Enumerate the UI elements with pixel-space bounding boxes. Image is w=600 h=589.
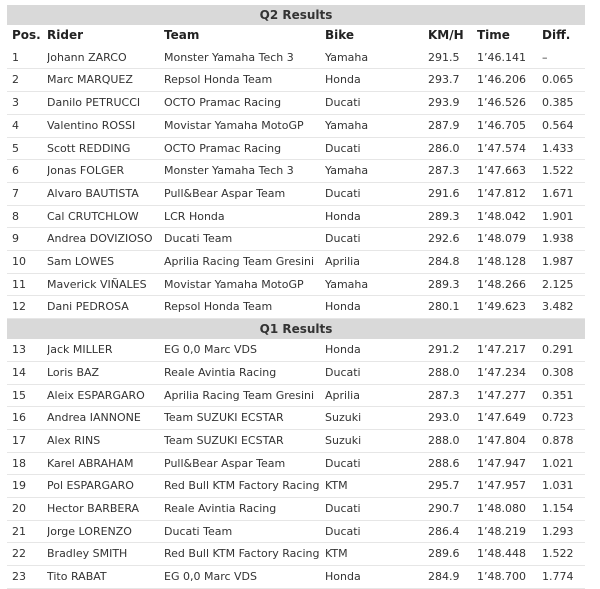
cell-diff: 1.522	[542, 160, 585, 183]
table-row	[7, 92, 585, 115]
cell-bike: Yamaha	[325, 160, 428, 183]
cell-pos: 5	[7, 137, 47, 160]
results-table-body	[7, 5, 585, 588]
cell-kmh: 291.5	[428, 47, 477, 69]
cell-bike: Ducati	[325, 520, 428, 543]
column-header-rider: Rider	[47, 28, 83, 42]
cell-kmh: 287.3	[428, 384, 477, 407]
cell-rider: Johann ZARCO	[47, 47, 164, 69]
cell-diff: 0.878	[542, 429, 585, 452]
cell-team: Pull&Bear Aspar Team	[164, 182, 325, 205]
cell-kmh: 289.3	[428, 205, 477, 228]
cell-team: Reale Avintia Racing	[164, 498, 325, 521]
table-row	[7, 475, 585, 498]
table-row	[7, 498, 585, 521]
cell-team: Monster Yamaha Tech 3	[164, 47, 325, 69]
cell-diff: 3.482	[542, 296, 585, 319]
cell-bike: Yamaha	[325, 47, 428, 69]
cell-bike: Ducati	[325, 92, 428, 115]
cell-rider: Bradley SMITH	[47, 543, 164, 566]
cell-team: OCTO Pramac Racing	[164, 92, 325, 115]
cell-bike: Ducati	[325, 137, 428, 160]
cell-diff: 1.938	[542, 228, 585, 251]
column-header-time: Time	[477, 28, 510, 42]
cell-team: Monster Yamaha Tech 3	[164, 160, 325, 183]
cell-pos: 21	[7, 520, 47, 543]
table-row	[7, 251, 585, 274]
cell-diff: 1.774	[542, 566, 585, 589]
cell-pos: 10	[7, 251, 47, 274]
cell-diff: 0.351	[542, 384, 585, 407]
cell-rider: Danilo PETRUCCI	[47, 92, 164, 115]
cell-time: 1’49.623	[477, 296, 542, 319]
table-row	[7, 361, 585, 384]
cell-rider: Karel ABRAHAM	[47, 452, 164, 475]
q1-section-header	[7, 319, 585, 340]
cell-diff: 1.671	[542, 182, 585, 205]
cell-bike: Ducati	[325, 498, 428, 521]
cell-time: 1’48.079	[477, 228, 542, 251]
cell-pos: 11	[7, 273, 47, 296]
cell-bike: Ducati	[325, 361, 428, 384]
cell-kmh: 291.6	[428, 182, 477, 205]
cell-kmh: 288.6	[428, 452, 477, 475]
table-row	[7, 296, 585, 319]
cell-pos: 2	[7, 69, 47, 92]
cell-kmh: 295.7	[428, 475, 477, 498]
cell-team: Pull&Bear Aspar Team	[164, 452, 325, 475]
table-row	[7, 160, 585, 183]
cell-bike: Aprilia	[325, 251, 428, 274]
cell-pos: 3	[7, 92, 47, 115]
cell-rider: Aleix ESPARGARO	[47, 384, 164, 407]
table-row	[7, 407, 585, 430]
table-row	[7, 114, 585, 137]
table-row	[7, 384, 585, 407]
cell-kmh: 280.1	[428, 296, 477, 319]
cell-diff: 1.031	[542, 475, 585, 498]
cell-rider: Cal CRUTCHLOW	[47, 205, 164, 228]
cell-bike: Honda	[325, 69, 428, 92]
cell-kmh: 287.9	[428, 114, 477, 137]
cell-team: Team SUZUKI ECSTAR	[164, 407, 325, 430]
cell-kmh: 284.9	[428, 566, 477, 589]
cell-rider: Andrea IANNONE	[47, 407, 164, 430]
cell-bike: Ducati	[325, 182, 428, 205]
cell-rider: Hector BARBERA	[47, 498, 164, 521]
column-header-pos: Pos.	[12, 28, 41, 42]
column-header-row	[7, 25, 585, 47]
cell-bike: Ducati	[325, 228, 428, 251]
cell-team: Movistar Yamaha MotoGP	[164, 273, 325, 296]
table-row	[7, 228, 585, 251]
cell-kmh: 284.8	[428, 251, 477, 274]
cell-pos: 19	[7, 475, 47, 498]
cell-kmh: 293.9	[428, 92, 477, 115]
cell-diff: 1.987	[542, 251, 585, 274]
cell-pos: 13	[7, 339, 47, 361]
cell-kmh: 291.2	[428, 339, 477, 361]
cell-rider: Valentino ROSSI	[47, 114, 164, 137]
cell-pos: 12	[7, 296, 47, 319]
cell-time: 1’47.649	[477, 407, 542, 430]
cell-team: Ducati Team	[164, 520, 325, 543]
cell-time: 1’47.812	[477, 182, 542, 205]
cell-diff: 0.385	[542, 92, 585, 115]
cell-bike: Aprilia	[325, 384, 428, 407]
cell-bike: Yamaha	[325, 114, 428, 137]
cell-pos: 7	[7, 182, 47, 205]
column-header-kmh: KM/H	[428, 28, 464, 42]
cell-team: EG 0,0 Marc VDS	[164, 339, 325, 361]
cell-pos: 14	[7, 361, 47, 384]
cell-rider: Pol ESPARGARO	[47, 475, 164, 498]
table-row	[7, 137, 585, 160]
cell-kmh: 293.0	[428, 407, 477, 430]
cell-pos: 18	[7, 452, 47, 475]
cell-diff: 1.293	[542, 520, 585, 543]
cell-rider: Loris BAZ	[47, 361, 164, 384]
q1-section-title: Q1 Results	[7, 319, 585, 340]
cell-pos: 23	[7, 566, 47, 589]
cell-time: 1’47.804	[477, 429, 542, 452]
cell-rider: Andrea DOVIZIOSO	[47, 228, 164, 251]
cell-diff: 2.125	[542, 273, 585, 296]
cell-diff: 1.901	[542, 205, 585, 228]
cell-time: 1’48.128	[477, 251, 542, 274]
cell-time: 1’46.705	[477, 114, 542, 137]
cell-time: 1’48.266	[477, 273, 542, 296]
cell-kmh: 288.0	[428, 361, 477, 384]
cell-time: 1’47.947	[477, 452, 542, 475]
cell-team: Aprilia Racing Team Gresini	[164, 251, 325, 274]
cell-kmh: 287.3	[428, 160, 477, 183]
cell-kmh: 289.6	[428, 543, 477, 566]
cell-bike: Ducati	[325, 452, 428, 475]
cell-team: Reale Avintia Racing	[164, 361, 325, 384]
table-row	[7, 273, 585, 296]
cell-diff: 1.021	[542, 452, 585, 475]
cell-time: 1’46.141	[477, 47, 542, 69]
table-row	[7, 182, 585, 205]
cell-pos: 8	[7, 205, 47, 228]
cell-team: Repsol Honda Team	[164, 69, 325, 92]
cell-bike: Yamaha	[325, 273, 428, 296]
cell-rider: Maverick VIÑALES	[47, 273, 164, 296]
cell-pos: 4	[7, 114, 47, 137]
cell-bike: Suzuki	[325, 429, 428, 452]
cell-bike: Honda	[325, 339, 428, 361]
cell-team: LCR Honda	[164, 205, 325, 228]
table-row	[7, 543, 585, 566]
cell-rider: Dani PEDROSA	[47, 296, 164, 319]
cell-time: 1’47.277	[477, 384, 542, 407]
cell-time: 1’48.700	[477, 566, 542, 589]
cell-team: Red Bull KTM Factory Racing	[164, 543, 325, 566]
cell-diff: 0.723	[542, 407, 585, 430]
table-row	[7, 69, 585, 92]
cell-rider: Marc MARQUEZ	[47, 69, 164, 92]
cell-pos: 20	[7, 498, 47, 521]
cell-rider: Alex RINS	[47, 429, 164, 452]
q2-section-title: Q2 Results	[7, 5, 585, 25]
cell-rider: Sam LOWES	[47, 251, 164, 274]
cell-rider: Jack MILLER	[47, 339, 164, 361]
cell-pos: 16	[7, 407, 47, 430]
cell-kmh: 286.0	[428, 137, 477, 160]
cell-diff: 0.564	[542, 114, 585, 137]
cell-time: 1’47.234	[477, 361, 542, 384]
cell-pos: 15	[7, 384, 47, 407]
cell-time: 1’46.206	[477, 69, 542, 92]
table-row	[7, 205, 585, 228]
cell-rider: Alvaro BAUTISTA	[47, 182, 164, 205]
cell-diff: 1.433	[542, 137, 585, 160]
cell-bike: KTM	[325, 475, 428, 498]
cell-diff: 0.065	[542, 69, 585, 92]
q2-section-header	[7, 5, 585, 25]
cell-kmh: 293.7	[428, 69, 477, 92]
cell-team: EG 0,0 Marc VDS	[164, 566, 325, 589]
column-header-team: Team	[164, 28, 200, 42]
cell-team: OCTO Pramac Racing	[164, 137, 325, 160]
cell-rider: Tito RABAT	[47, 566, 164, 589]
cell-pos: 22	[7, 543, 47, 566]
cell-time: 1’48.448	[477, 543, 542, 566]
cell-rider: Jonas FOLGER	[47, 160, 164, 183]
cell-bike: Honda	[325, 296, 428, 319]
cell-pos: 6	[7, 160, 47, 183]
cell-diff: 0.291	[542, 339, 585, 361]
cell-bike: Honda	[325, 566, 428, 589]
cell-bike: KTM	[325, 543, 428, 566]
cell-bike: Suzuki	[325, 407, 428, 430]
cell-team: Team SUZUKI ECSTAR	[164, 429, 325, 452]
table-row	[7, 520, 585, 543]
cell-team: Ducati Team	[164, 228, 325, 251]
cell-kmh: 289.3	[428, 273, 477, 296]
cell-team: Aprilia Racing Team Gresini	[164, 384, 325, 407]
cell-time: 1’48.219	[477, 520, 542, 543]
table-row	[7, 429, 585, 452]
cell-time: 1’46.526	[477, 92, 542, 115]
cell-kmh: 288.0	[428, 429, 477, 452]
cell-time: 1’47.574	[477, 137, 542, 160]
cell-diff: 1.154	[542, 498, 585, 521]
cell-pos: 17	[7, 429, 47, 452]
cell-time: 1’48.042	[477, 205, 542, 228]
cell-time: 1’47.957	[477, 475, 542, 498]
cell-diff: –	[542, 47, 585, 69]
cell-time: 1’47.217	[477, 339, 542, 361]
cell-kmh: 292.6	[428, 228, 477, 251]
column-header-bike: Bike	[325, 28, 355, 42]
results-container	[7, 5, 585, 589]
table-row	[7, 452, 585, 475]
cell-team: Red Bull KTM Factory Racing	[164, 475, 325, 498]
cell-rider: Jorge LORENZO	[47, 520, 164, 543]
cell-diff: 0.308	[542, 361, 585, 384]
cell-rider: Scott REDDING	[47, 137, 164, 160]
cell-kmh: 290.7	[428, 498, 477, 521]
cell-team: Repsol Honda Team	[164, 296, 325, 319]
cell-time: 1’48.080	[477, 498, 542, 521]
cell-pos: 9	[7, 228, 47, 251]
cell-team: Movistar Yamaha MotoGP	[164, 114, 325, 137]
table-row	[7, 339, 585, 361]
cell-time: 1’47.663	[477, 160, 542, 183]
cell-diff: 1.522	[542, 543, 585, 566]
cell-kmh: 286.4	[428, 520, 477, 543]
table-row	[7, 566, 585, 589]
cell-bike: Honda	[325, 205, 428, 228]
cell-pos: 1	[7, 47, 47, 69]
results-table	[7, 5, 585, 589]
table-row	[7, 47, 585, 69]
column-header-diff: Diff.	[542, 28, 571, 42]
